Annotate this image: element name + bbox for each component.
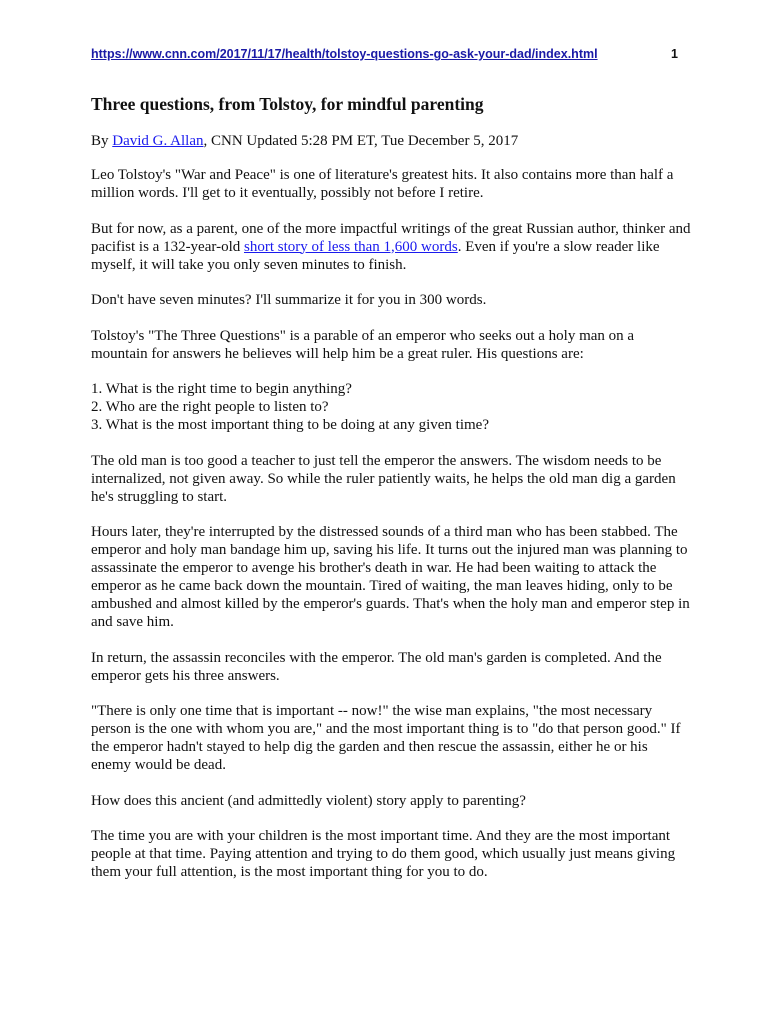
paragraph-5: The old man is too good a teacher to just tell the emperor the answers. The wisdom needs to be internalized, not given away. So while the ruler patiently waits, he helps the old man dig a garden he's struggling to start. bbox=[91, 452, 676, 505]
byline-prefix: By bbox=[91, 133, 113, 149]
paragraph-2-text-a: But for now, as a parent, one of the more impactful writings of the great Russian author, thinker and pacifist is a 132-year-old bbox=[91, 220, 691, 255]
paragraph-2 bbox=[91, 220, 691, 274]
short-story-link[interactable]: short story of less than 1,600 words bbox=[243, 238, 458, 255]
paragraph-7: In return, the assassin reconciles with the emperor. The old man's garden is completed. And the emperor gets his three answers. bbox=[91, 649, 662, 684]
author-link[interactable]: David G. Allan bbox=[112, 133, 204, 149]
article-body bbox=[91, 93, 691, 899]
paragraph-2-text-b: . Even if you're a slow reader like myself, it will take you only seven minutes to finish. bbox=[91, 238, 660, 273]
paragraph-4: Tolstoy's "The Three Questions" is a parable of an emperor who seeks out a holy man on a mountain for answers he believes will help him be a great ruler. His questions are: bbox=[91, 327, 635, 362]
question-item: 2. Who are the right people to listen to? bbox=[91, 399, 329, 415]
byline bbox=[91, 132, 691, 150]
paragraph-10: The time you are with your children is the most important time. And they are the most important people at that time. Paying attention and trying to do them good, which usually just means giving them your full attention, is the most important thing for you to do. bbox=[91, 828, 676, 880]
page-header bbox=[91, 47, 678, 61]
paragraph-8: "There is only one time that is important -- now!" the wise man explains, "the most necessary person is the one with whom you are," and the most important thing is to "do that person good." If the emperor hadn't stayed to help dig the garden and then rescue the assassin, either he or his enemy would be dead. bbox=[91, 703, 681, 773]
paragraph-9: How does this ancient (and admittedly violent) story apply to parenting? bbox=[91, 792, 526, 809]
article-title: Three questions, from Tolstoy, for mindful parenting bbox=[91, 94, 484, 114]
questions-list bbox=[91, 380, 691, 434]
question-item: 1. What is the right time to begin anything? bbox=[91, 381, 352, 397]
paragraph-6: Hours later, they're interrupted by the distressed sounds of a third man who has been stabbed. The emperor and holy man bandage him up, saving his life. It turns out the injured man was planning to assassinate the emperor to avenge his brother's death in war. He had been waiting to attack the emperor as he came back down the mountain. Tired of waiting, the man leaves hiding, only to be ambushed and almost killed by the emperor's guards. That's when the holy man and emperor step in and save him. bbox=[91, 524, 690, 630]
paragraph-3: Don't have seven minutes? I'll summarize it for you in 300 words. bbox=[91, 292, 487, 308]
question-item: 3. What is the most important thing to be doing at any given time? bbox=[91, 417, 489, 433]
byline-date: , CNN Updated 5:28 PM ET, Tue December 5, 2017 bbox=[203, 133, 519, 149]
page-number: 1 bbox=[671, 47, 678, 61]
paragraph-1: Leo Tolstoy's "War and Peace" is one of literature's greatest hits. It also contains more than half a million words. I'll get to it eventually, possibly not before I retire. bbox=[91, 167, 674, 201]
source-url-link[interactable]: https://www.cnn.com/2017/11/17/health/tolstoy-questions-go-ask-your-dad/index.html bbox=[91, 47, 598, 61]
